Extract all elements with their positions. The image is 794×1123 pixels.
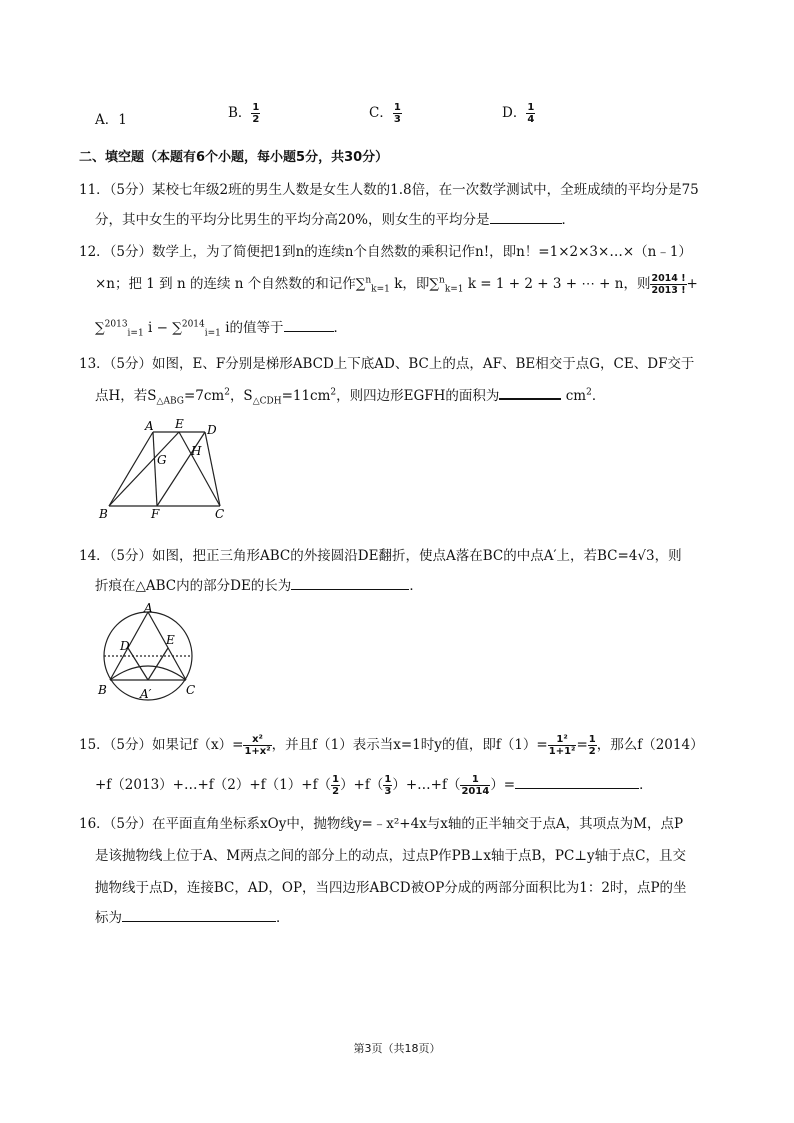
segment-ea2 <box>148 648 168 680</box>
label-c: C <box>186 683 196 697</box>
q15-text-f: ）+f（ <box>340 777 384 793</box>
q15-text-b: ，并且f（1）表示当x=1时y的值，即f（1）= <box>271 737 548 753</box>
label-c: C <box>215 507 225 521</box>
q16-line1: 16．（5分）在平面直角坐标系xOy中，抛物线y=﹣x²+4x与x轴的正半轴交于点A，其项点为M，点P <box>79 816 684 832</box>
answer-blank[interactable] <box>122 909 276 922</box>
frac-denominator: 1+x² <box>244 746 271 757</box>
frac-denominator: 3 <box>384 786 392 797</box>
trapezoid-figure <box>95 414 235 522</box>
sum-lower: k=1 <box>371 284 390 295</box>
square-sup: 2 <box>224 387 230 398</box>
q12-end: ． <box>333 320 348 336</box>
frac-denominator: 3 <box>393 114 401 125</box>
option-d-prefix: D． <box>502 105 527 121</box>
segment-da2 <box>128 648 148 680</box>
q12-text-c: k = 1 + 2 + 3 + ⋯ + n，则 <box>463 276 651 292</box>
answer-blank[interactable] <box>490 211 562 224</box>
frac-denominator: 4 <box>527 114 535 125</box>
frac-numerator: 1 <box>332 774 340 785</box>
q15-text-g: ）+…+f（ <box>392 777 461 793</box>
label-a: A <box>145 419 154 433</box>
arg-fraction <box>460 774 490 797</box>
label-e: E <box>166 633 175 647</box>
option-d <box>502 101 535 125</box>
sum-upper: n <box>365 275 372 286</box>
q13-text-d: =11cm <box>281 388 331 404</box>
frac-denominator: 2014 <box>461 786 490 797</box>
q15-text-c: = <box>576 737 588 753</box>
label-g: G <box>157 453 167 467</box>
option-b-fraction <box>251 102 260 125</box>
option-d-fraction <box>526 102 535 125</box>
folded-arc <box>110 666 186 680</box>
arg-fraction <box>331 774 340 797</box>
answer-blank[interactable] <box>515 776 639 789</box>
factorial-fraction <box>650 273 686 296</box>
frac-numerator: 1 <box>393 102 401 113</box>
half-fraction <box>588 734 597 757</box>
q16-line2: 是该抛物线上位于A、M两点之间的部分上的动点，过点P作PB⊥x轴于点B，PC⊥y轴于点C，且交 <box>95 848 686 864</box>
q15-line2 <box>95 773 653 797</box>
option-c-fraction <box>393 102 402 125</box>
option-b-prefix: B． <box>228 105 252 121</box>
arg-fraction <box>383 774 392 797</box>
frac-numerator: 2014 ! <box>651 273 686 284</box>
q16-line4 <box>95 906 290 926</box>
square-sup: 2 <box>330 387 337 398</box>
sum-lower: i=1 <box>204 328 221 339</box>
label-b: B <box>98 683 107 697</box>
segment-dc <box>205 432 220 506</box>
q13-end: ． <box>591 388 606 404</box>
frac-denominator: 2 <box>588 746 596 757</box>
q11-end: ． <box>561 212 576 228</box>
sum-upper: 2014 <box>181 319 205 330</box>
label-b: B <box>99 507 108 521</box>
q15-text-e: +f（2013）+…+f（2）+f（1）+f（ <box>95 777 332 793</box>
segment-af <box>153 432 157 506</box>
area-subscript: △CDH <box>252 396 282 407</box>
q14-text: 折痕在△ABC内的部分DE的长为 <box>95 578 292 594</box>
answer-blank[interactable] <box>284 319 334 332</box>
sum-lower: k=1 <box>444 284 464 295</box>
q13-text-b: =7cm <box>183 388 225 404</box>
label-e: E <box>175 417 184 431</box>
q13-text-e: ，则四边形EGFH的面积为 <box>336 388 500 404</box>
label-d: D <box>120 639 130 653</box>
q13-line2 <box>95 384 605 407</box>
segment-be <box>109 432 179 506</box>
label-a-prime: A′ <box>140 687 152 701</box>
q15-line1 <box>79 733 704 757</box>
option-a: A．1 <box>95 112 127 128</box>
q11-line2 <box>95 208 575 228</box>
section-title: 二、填空题（本题有6个小题，每小题5分，共30分） <box>79 150 389 165</box>
q13-text-a: 点H，若S <box>95 388 157 404</box>
q12-text-b: k，即∑ <box>389 276 440 292</box>
q15-end: ． <box>639 777 653 793</box>
q14-line2 <box>95 574 423 594</box>
label-a: A <box>144 602 153 615</box>
q12-text-d: i的值等于 <box>220 320 284 336</box>
q15-text-a: 15．（5分）如果记f（x）= <box>79 737 244 753</box>
q16-end: ． <box>276 910 290 926</box>
q16-text: 标为 <box>95 910 122 926</box>
page-footer: 第3页（共18页） <box>353 1042 441 1055</box>
frac-numerator: 1 <box>252 102 260 113</box>
label-d: D <box>207 423 217 437</box>
q11-line1: 11．（5分）某校七年级2班的男生人数是女生人数的1.8倍，在一次数学测试中，全班成绩的平均分是75 <box>79 182 699 198</box>
square-sup: 2 <box>586 387 592 398</box>
frac-numerator: 1² <box>548 734 577 746</box>
sum-upper: 2013 <box>104 319 128 330</box>
q15-text-d: ，那么f（2014） <box>596 737 704 753</box>
q12-line3 <box>95 316 347 339</box>
segment-ab <box>109 432 153 506</box>
answer-blank[interactable] <box>499 386 561 400</box>
frac-denominator: 2 <box>252 114 260 125</box>
area-subscript: △ABG <box>156 396 184 407</box>
frac-numerator: 1 <box>527 102 535 113</box>
q14-line1: 14．（5分）如图，把正三角形ABC的外接圆沿DE翻折，使点A落在BC的中点A′上，若BC=4√3，则 <box>79 548 682 564</box>
answer-blank[interactable] <box>291 577 409 590</box>
frac-numerator: 1 <box>460 774 490 786</box>
f1-fraction <box>548 734 577 757</box>
option-c <box>369 101 402 125</box>
frac-numerator: x² <box>243 734 271 746</box>
q12-plus: + <box>686 276 698 292</box>
q16-line3: 抛物线于点D，连接BC，AD，OP，当四边形ABCD被OP分成的两部分面积比为1：2时，点P的坐 <box>95 880 687 896</box>
label-h: H <box>191 444 202 458</box>
q15-text-h: ）= <box>490 777 516 793</box>
frac-denominator: 2013 ! <box>651 285 686 296</box>
option-b <box>228 101 260 125</box>
q14-end: ． <box>409 578 423 594</box>
sum-upper: n <box>439 275 445 286</box>
option-c-prefix: C． <box>369 105 393 121</box>
q13-unit: cm <box>561 388 587 404</box>
frac-denominator: 2 <box>332 786 340 797</box>
frac-numerator: 1 <box>384 774 392 785</box>
sum-lower: i=1 <box>127 328 144 339</box>
circle-triangle-figure <box>94 602 210 706</box>
fx-fraction <box>243 734 271 757</box>
q13-line1: 13．（5分）如图，E、F分别是梯形ABCD上下底AD、BC上的点，AF、BE相交于点G，CE、DF交于 <box>79 356 695 372</box>
q12-sum2: i − ∑ <box>143 320 182 336</box>
q12-sum1: ∑ <box>95 320 105 336</box>
q11-text: 分，其中女生的平均分比男生的平均分高20%，则女生的平均分是 <box>95 212 490 228</box>
q12-line2 <box>95 272 698 296</box>
q13-text-c: ，S <box>229 388 253 404</box>
frac-denominator: 1+1² <box>548 746 576 757</box>
label-f: F <box>151 507 160 521</box>
frac-numerator: 1 <box>588 734 596 745</box>
q12-line1: 12．（5分）数学上，为了简便把1到n的连续n个自然数的乘积记作n!，即n！=1×2×3×…×（n﹣1） <box>79 244 692 260</box>
q12-text-a: ×n；把 1 到 n 的连续 n 个自然数的和记作∑ <box>95 276 366 292</box>
